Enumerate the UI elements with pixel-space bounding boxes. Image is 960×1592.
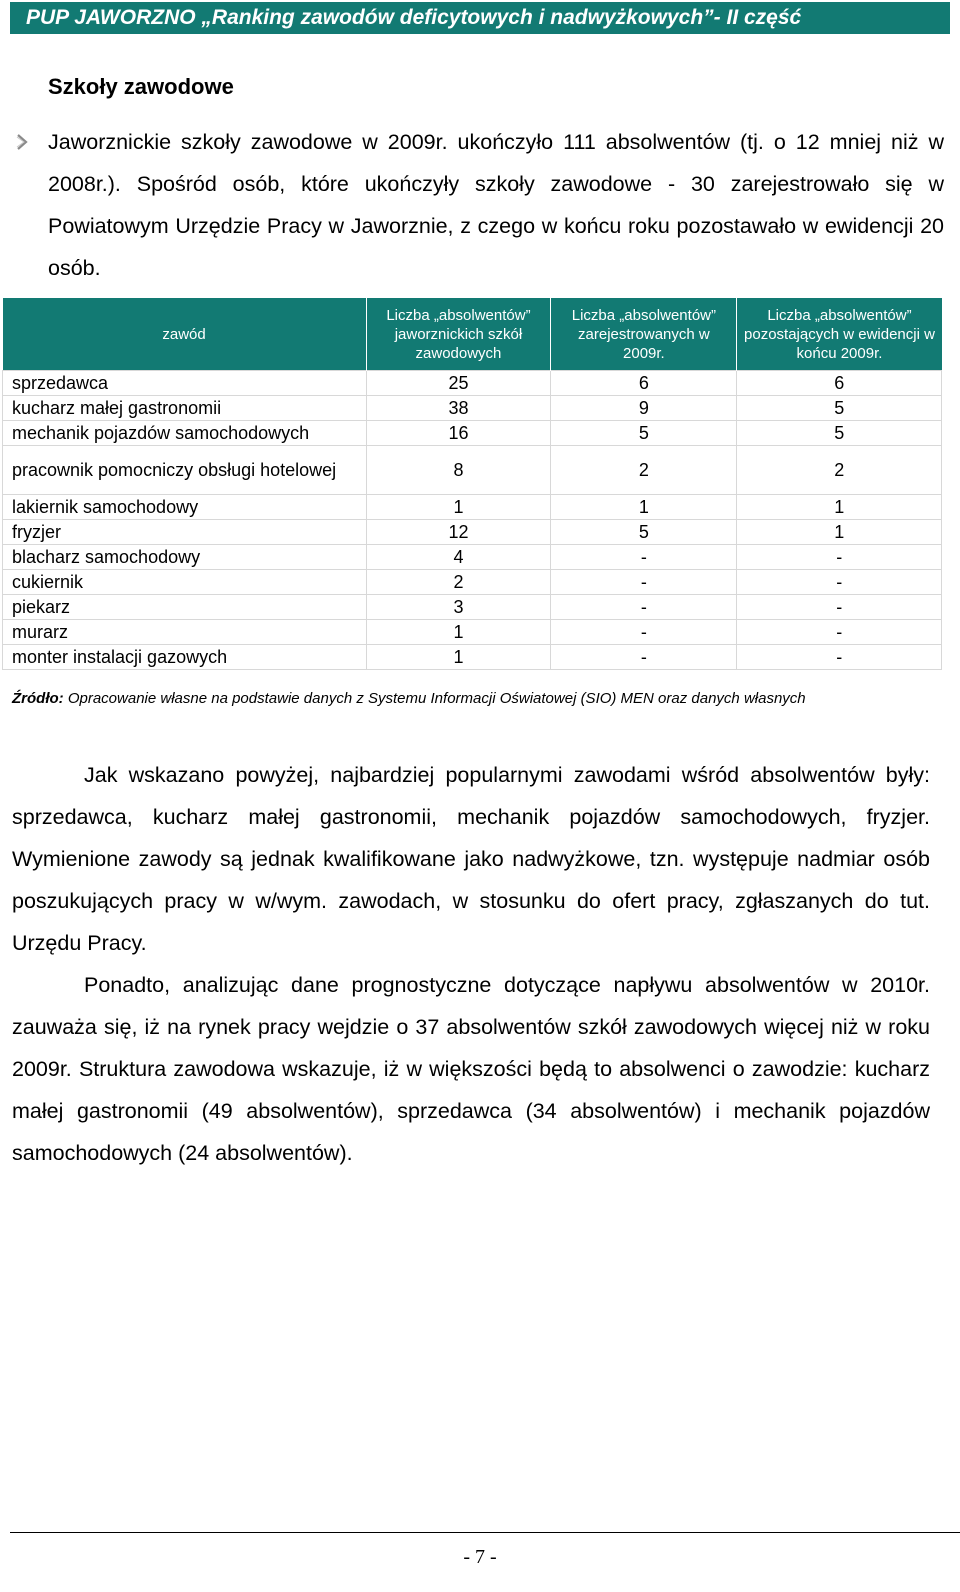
cell-registered: - [551,570,737,595]
table-header-row [3,298,942,371]
cell-graduates: 38 [366,396,551,421]
source-text: Opracowanie własne na podstawie danych z Systemu Informacji Oświatowej (SIO) MEN oraz danych własnych [63,690,806,707]
cell-occupation: murarz [3,620,367,645]
cell-registered: - [551,645,737,670]
table-row [3,396,942,421]
graduates-table [2,298,942,670]
footer-divider [10,1532,960,1533]
header-remaining-count: Liczba „absolwentów” pozostających w ewidencji w końcu 2009r. [737,298,942,371]
cell-registered: - [551,595,737,620]
cell-registered: 5 [551,421,737,446]
cell-graduates: 1 [366,620,551,645]
cell-remaining: 1 [737,495,942,520]
section-title: Szkoły zawodowe [48,74,234,99]
cell-registered: 6 [551,371,737,396]
cell-occupation: cukiernik [3,570,367,595]
cell-graduates: 1 [366,645,551,670]
source-label: Źródło: [12,690,64,707]
document-header-title: PUP JAWORZNO „Ranking zawodów deficytowych i nadwyżkowych”- II część [26,6,802,29]
cell-remaining: - [737,570,942,595]
table-row [3,570,942,595]
table-row [3,545,942,570]
cell-registered: 9 [551,396,737,421]
cell-graduates: 1 [366,495,551,520]
cell-registered: 1 [551,495,737,520]
cell-registered: - [551,545,737,570]
cell-occupation: fryzjer [3,520,367,545]
cell-occupation: pracownik pomocniczy obsługi hotelowej [3,446,367,495]
cell-remaining: 5 [737,421,942,446]
cell-registered: 5 [551,520,737,545]
table-row [3,421,942,446]
cell-graduates: 4 [366,545,551,570]
cell-remaining: - [737,595,942,620]
table-row [3,620,942,645]
table-row [3,520,942,545]
cell-registered: - [551,620,737,645]
cell-graduates: 12 [366,520,551,545]
cell-remaining: - [737,545,942,570]
analysis-paragraph-1: Jak wskazano powyżej, najbardziej popularnymi zawodami wśród absolwentów były: sprzedawca, kucharz małej gastronomii, mechanik pojazdów samochodowych, fryzjer. Wymienione zawody są jednak kwalifikowane jako nadwyżkowe, tzn. występuje nadmiar osób poszukujących pracy w w/wym. zawodach, w stosunku do ofert pracy, zgłaszanych do tut. Urzędu Pracy. [12,763,930,955]
cell-occupation: blacharz samochodowy [3,545,367,570]
cell-remaining: 6 [737,371,942,396]
analysis-paragraph-2: Ponadto, analizując dane prognostyczne dotyczące napływu absolwentów w 2010r. zauważa się, iż na rynek pracy wejdzie o 37 absolwentów szkół zawodowych więcej niż w roku 2009r. Struktura zawodowa wskazuje, iż w większości będą to absolwenci o zawodzie: kucharz małej gastronomii (49 absolwentów), sprzedawca (34 absolwentów) i mechanik pojazdów samochodowych (24 absolwentów). [12,973,930,1165]
table-row [3,371,942,396]
cell-occupation: mechanik pojazdów samochodowych [3,421,367,446]
table-row [3,495,942,520]
cell-graduates: 16 [366,421,551,446]
page-number: - 7 - [463,1546,497,1568]
header-graduates-count: Liczba „absolwentów” jaworznickich szkół zawodowych [366,298,551,371]
cell-occupation: sprzedawca [3,371,367,396]
table-row [3,645,942,670]
cell-graduates: 3 [366,595,551,620]
cell-remaining: 5 [737,396,942,421]
cell-remaining: - [737,620,942,645]
cell-occupation: kucharz małej gastronomii [3,396,367,421]
cell-graduates: 25 [366,371,551,396]
header-registered-count: Liczba „absolwentów” zarejestrowanych w 2009r. [551,298,737,371]
chevron-right-icon [16,134,28,150]
header-occupation: zawód [3,298,367,371]
cell-occupation: monter instalacji gazowych [3,645,367,670]
cell-remaining: 2 [737,446,942,495]
table-row [3,446,942,495]
cell-remaining: - [737,645,942,670]
cell-graduates: 8 [366,446,551,495]
table-row [3,595,942,620]
cell-remaining: 1 [737,520,942,545]
source-note [12,690,806,707]
cell-registered: 2 [551,446,737,495]
cell-graduates: 2 [366,570,551,595]
intro-paragraph: Jaworznickie szkoły zawodowe w 2009r. ukończyło 111 absolwentów (tj. o 12 mniej niż w 2008r.). Spośród osób, które ukończyły szkoły zawodowe - 30 zarejestrowało się w Powiatowym Urzędzie Pracy w Jaworznie, z czego w końcu roku pozostawało w ewidencji 20 osób. [48,130,944,280]
cell-occupation: piekarz [3,595,367,620]
cell-occupation: lakiernik samochodowy [3,495,367,520]
header-bar [10,2,950,34]
